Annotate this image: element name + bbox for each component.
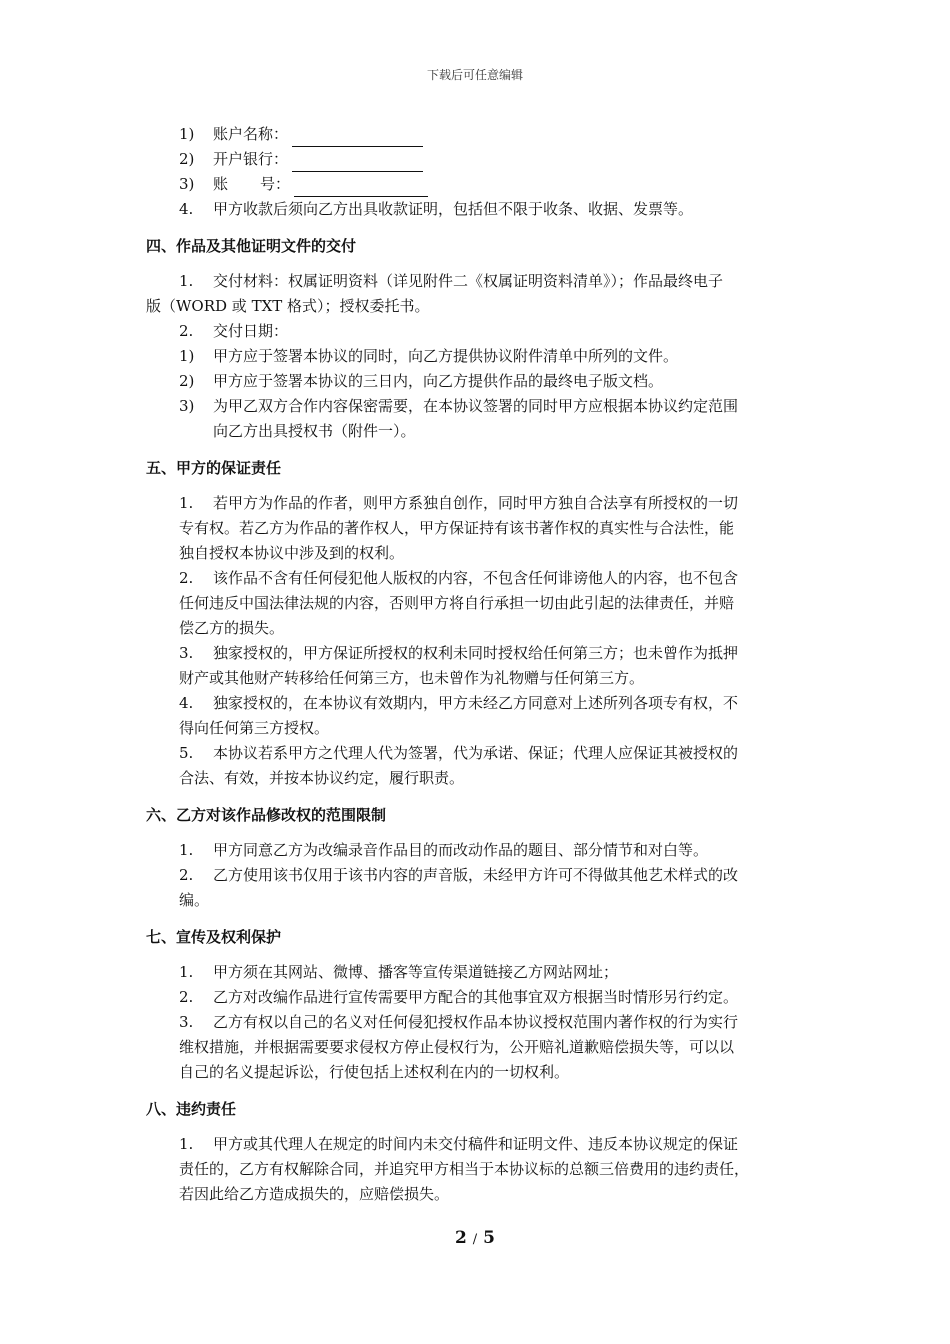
paragraph-continuation: 独自授权本协议中涉及到的权利。 — [179, 544, 405, 562]
list-item — [146, 344, 810, 369]
paragraph-continuation: 财产或其他财产转移给任何第三方，也未曾作为礼物赠与任何第三方。 — [179, 669, 645, 687]
item-number: 1. — [179, 494, 194, 512]
item-number: 1. — [179, 1135, 194, 1153]
bank-label: 开户银行： — [213, 150, 289, 168]
item-number: 2) — [179, 372, 195, 390]
item-number: 4. — [179, 694, 194, 712]
paragraph-text: 若甲方为作品的作者，则甲方系独自创作，同时甲方独自合法享有所授权的一切 — [213, 494, 739, 512]
section-heading: 五、甲方的保证责任 — [146, 459, 282, 477]
paragraph-continuation: 版（WORD 或 TXT 格式）；授权委托书。 — [146, 297, 430, 315]
list-item — [146, 369, 810, 394]
paragraph-text: 甲方应于签署本协议的三日内，向乙方提供作品的最终电子版文档。 — [213, 372, 664, 390]
bank-blank — [292, 155, 423, 172]
list-item — [146, 394, 810, 419]
item-number: 3) — [179, 175, 195, 193]
section-heading: 七、宣传及权利保护 — [146, 928, 282, 946]
item-number: 1. — [179, 963, 194, 981]
account-name-blank — [292, 130, 423, 147]
item-number: 1. — [179, 272, 194, 290]
item-number: 1) — [179, 125, 195, 143]
item-number: 1) — [179, 347, 195, 365]
item-number: 2) — [179, 150, 195, 168]
paragraph-text: 该作品不含有任何侵犯他人版权的内容，不包含任何诽谤他人的内容，也不包含 — [213, 569, 739, 587]
page-separator: / — [472, 1232, 478, 1247]
item-number: 2. — [179, 866, 194, 884]
paragraph — [146, 863, 810, 888]
section-heading: 六、乙方对该作品修改权的范围限制 — [146, 806, 387, 824]
list-item — [146, 122, 810, 147]
section-heading: 八、违约责任 — [146, 1100, 237, 1118]
item-number: 3. — [179, 1013, 194, 1031]
paragraph — [146, 691, 810, 716]
item-number: 2. — [179, 988, 194, 1006]
paragraph-continuation: 编。 — [179, 891, 210, 909]
account-name-label: 账户名称： — [213, 125, 289, 143]
list-item — [146, 172, 810, 197]
paragraph — [146, 741, 810, 766]
item-number: 5. — [179, 744, 194, 762]
paragraph — [146, 566, 810, 591]
paragraph — [146, 985, 810, 1010]
paragraph-text: 交付日期： — [213, 322, 289, 340]
account-number-label-a: 账 — [213, 175, 229, 193]
paragraph-text: 独家授权的，甲方保证所授权的权利未同时授权给任何第三方；也未曾作为抵押 — [213, 644, 739, 662]
paragraph-continuation: 若因此给乙方造成损失的，应赔偿损失。 — [179, 1185, 450, 1203]
paragraph — [146, 269, 810, 294]
paragraph-text: 甲方应于签署本协议的同时，向乙方提供协议附件清单中所列的文件。 — [213, 347, 679, 365]
paragraph-text: 为甲乙双方合作内容保密需要，在本协议签署的同时甲方应根据本协议约定范围 — [213, 397, 739, 415]
item-number: 3) — [179, 397, 195, 415]
section-heading: 四、作品及其他证明文件的交付 — [146, 237, 357, 255]
paragraph-continuation: 责任的，乙方有权解除合同，并追究甲方相当于本协议标的总额三倍费用的违约责任， — [179, 1160, 750, 1178]
item-number: 2. — [179, 322, 194, 340]
paragraph-continuation: 合法、有效，并按本协议约定，履行职责。 — [179, 769, 465, 787]
paragraph-text: 甲方同意乙方为改编录音作品目的而改动作品的题目、部分情节和对白等。 — [213, 841, 709, 859]
page-total: 5 — [483, 1228, 495, 1248]
paragraph-continuation: 自己的名义提起诉讼，行使包括上述权利在内的一切权利。 — [179, 1063, 570, 1081]
paragraph — [146, 319, 810, 344]
paragraph-text: 独家授权的，在本协议有效期内，甲方未经乙方同意对上述所列各项专有权，不 — [213, 694, 739, 712]
paragraph-text: 本协议若系甲方之代理人代为签署，代为承诺、保证；代理人应保证其被授权的 — [213, 744, 739, 762]
account-number-label-b: 号： — [260, 175, 291, 193]
paragraph-text: 交付材料：权属证明资料（详见附件二《权属证明资料清单》）；作品最终电子 — [213, 272, 724, 290]
paragraph — [146, 960, 810, 985]
item-number: 2. — [179, 569, 194, 587]
list-item — [146, 147, 810, 172]
paragraph-continuation: 专有权。若乙方为作品的著作权人，甲方保证持有该书著作权的真实性与合法性，能 — [179, 519, 735, 537]
paragraph-continuation: 得向任何第三方授权。 — [179, 719, 330, 737]
paragraph-text: 乙方有权以自己的名义对任何侵犯授权作品本协议授权范围内著作权的行为实行 — [213, 1013, 739, 1031]
paragraph-text: 甲方须在其网站、微博、播客等宣传渠道链接乙方网站网址； — [213, 963, 619, 981]
account-number-blank — [294, 180, 428, 197]
item-number: 4. — [179, 200, 194, 218]
paragraph-text: 乙方使用该书仅用于该书内容的声音版，未经甲方许可不得做其他艺术样式的改 — [213, 866, 739, 884]
paragraph — [146, 1010, 810, 1035]
page-current: 2 — [455, 1228, 467, 1248]
paragraph — [146, 1132, 810, 1157]
list-item — [146, 197, 810, 222]
paragraph-continuation: 维权措施，并根据需要要求侵权方停止侵权行为，公开赔礼道歉赔偿损失等，可以以 — [179, 1038, 735, 1056]
paragraph-text: 甲方收款后须向乙方出具收款证明，包括但不限于收条、收据、发票等。 — [213, 200, 694, 218]
page-number — [0, 1228, 950, 1248]
item-number: 1. — [179, 841, 194, 859]
paragraph-continuation: 向乙方出具授权书（附件一）。 — [213, 422, 416, 440]
paragraph-continuation: 偿乙方的损失。 — [179, 619, 285, 637]
item-number: 3. — [179, 644, 194, 662]
paragraph-continuation: 任何违反中国法律法规的内容，否则甲方将自行承担一切由此引起的法律责任，并赔 — [179, 594, 735, 612]
document-body — [146, 122, 810, 1207]
paragraph — [146, 838, 810, 863]
header-note: 下载后可任意编辑 — [426, 68, 523, 82]
paragraph-text: 乙方对改编作品进行宣传需要甲方配合的其他事宜双方根据当时情形另行约定。 — [213, 988, 739, 1006]
paragraph — [146, 491, 810, 516]
paragraph-text: 甲方或其代理人在规定的时间内未交付稿件和证明文件、违反本协议规定的保证 — [213, 1135, 739, 1153]
paragraph — [146, 641, 810, 666]
